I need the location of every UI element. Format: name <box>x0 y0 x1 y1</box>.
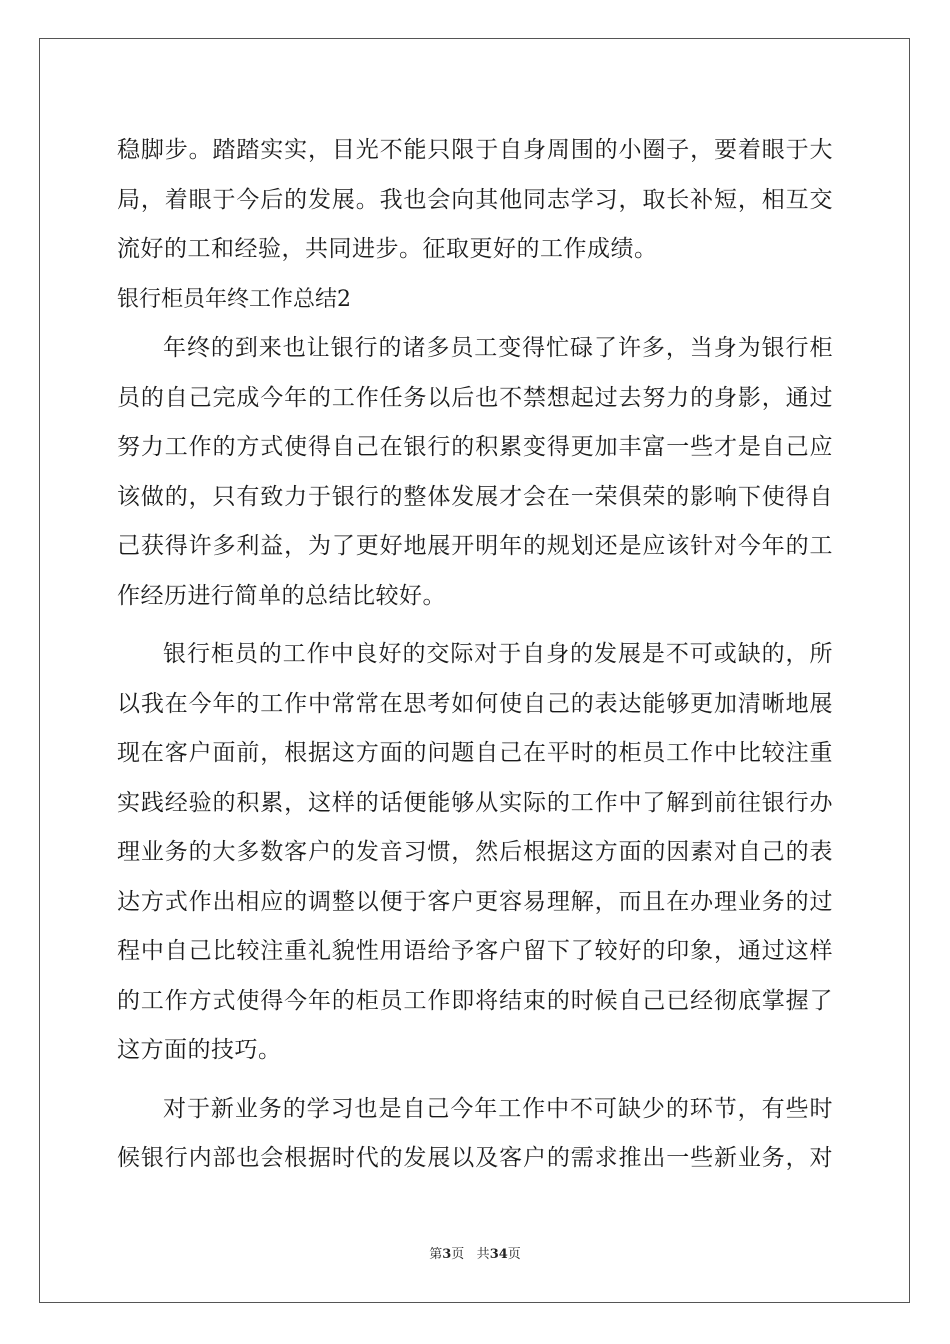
text-line: 以我在今年的工作中常常在思考如何使自己的表达能够更加清晰地展 <box>117 690 833 717</box>
paragraph-2 <box>117 324 833 621</box>
total-prefix: 共 <box>476 1247 490 1262</box>
paragraph-1 <box>117 126 833 275</box>
page-suffix: 页 <box>451 1247 465 1262</box>
paragraph-4 <box>117 1085 833 1184</box>
paragraph-3 <box>117 630 833 1076</box>
paragraph-spacer <box>117 621 833 630</box>
text-line: 流好的工和经验，共同进步。征取更好的工作成绩。 <box>117 236 658 262</box>
text-line: 对于新业务的学习也是自己今年工作中不可缺少的环节，有些时 <box>163 1095 833 1122</box>
total-pages-number: 34 <box>489 1247 508 1262</box>
text-line: 的工作方式使得今年的柜员工作即将结束的时候自己已经彻底掌握了 <box>117 987 833 1014</box>
text-line: 年终的到来也让银行的诸多员工变得忙碌了许多，当身为银行柜 <box>163 335 833 361</box>
text-line: 努力工作的方式使得自己在银行的积累变得更加丰富一些才是自己应 <box>117 434 833 460</box>
page-prefix: 第 <box>429 1247 443 1262</box>
section-heading: 银行柜员年终工作总结2 <box>117 286 351 312</box>
text-line: 达方式作出相应的调整以便于客户更容易理解，而且在办理业务的过 <box>117 888 833 915</box>
text-line: 作经历进行简单的总结比较好。 <box>117 582 446 609</box>
text-line: 理业务的大多数客户的发音习惯，然后根据这方面的因素对自己的表 <box>117 839 833 865</box>
text-line: 局，着眼于今后的发展。我也会向其他同志学习，取长补短，相互交 <box>117 186 833 213</box>
text-line: 候银行内部也会根据时代的发展以及客户的需求推出一些新业务，对 <box>117 1145 833 1171</box>
text-line: 程中自己比较注重礼貌性用语给予客户留下了较好的印象，通过这样 <box>117 938 833 964</box>
text-line: 己获得许多利益，为了更好地展开明年的规划还是应该针对今年的工 <box>117 533 833 559</box>
page-footer <box>0 1243 950 1262</box>
text-line: 员的自己完成今年的工作任务以后也不禁想起过去努力的身影，通过 <box>117 384 833 411</box>
current-page-number: 3 <box>442 1247 452 1262</box>
text-line: 现在客户面前，根据这方面的问题自己在平时的柜员工作中比较注重 <box>117 740 833 766</box>
text-line: 这方面的技巧。 <box>117 1037 282 1063</box>
text-line: 实践经验的积累，这样的话便能够从实际的工作中了解到前往银行办 <box>117 789 833 816</box>
document-body <box>117 126 833 1184</box>
total-suffix: 页 <box>507 1247 521 1262</box>
text-line: 稳脚步。踏踏实实，目光不能只限于自身周围的小圈子，要着眼于大 <box>117 137 833 163</box>
text-line: 该做的，只有致力于银行的整体发展才会在一荣俱荣的影响下使得自 <box>117 483 833 510</box>
paragraph-spacer <box>117 1076 833 1085</box>
text-line: 银行柜员的工作中良好的交际对于自身的发展是不可或缺的，所 <box>163 641 833 667</box>
